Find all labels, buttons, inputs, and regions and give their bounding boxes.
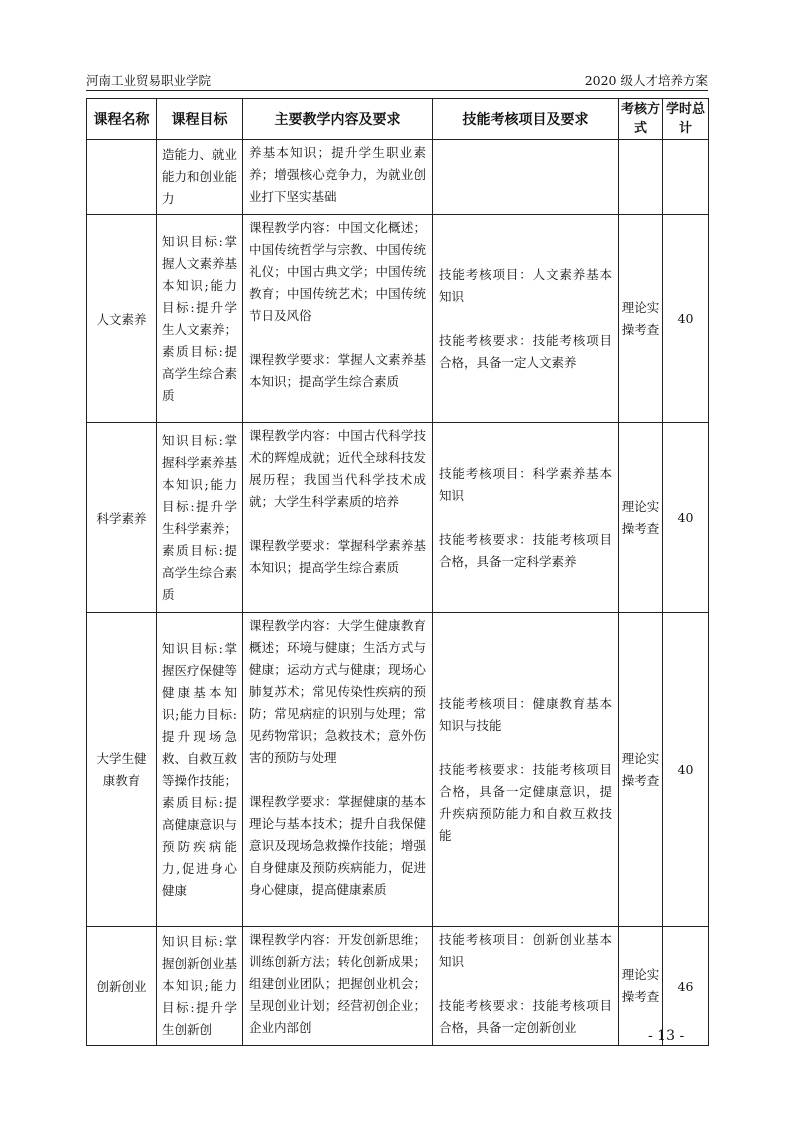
skill-item: 技能考核项目：人文素养基本知识 <box>439 266 612 304</box>
table-header-row <box>87 99 709 140</box>
course-content <box>243 423 433 613</box>
total-hours <box>663 140 709 215</box>
page-header <box>86 66 708 91</box>
skill-item: 技能考核项目：创新创业基本知识 <box>439 932 612 969</box>
skill-requirement: 技能考核要求：技能考核项目合格，具备一定人文素养 <box>439 332 612 370</box>
course-name: 人文素养 <box>87 215 157 423</box>
school-name: 河南工业贸易职业学院 <box>86 73 212 88</box>
assessment-method <box>619 140 663 215</box>
skill-requirement: 技能考核要求：技能考核项目合格，具备一定创新创业 <box>439 998 612 1035</box>
assessment-method: 理论实操考查 <box>619 215 663 423</box>
course-name: 创新创业 <box>87 927 157 1046</box>
course-content <box>243 215 433 423</box>
skill-assessment <box>433 140 619 215</box>
skill-assessment <box>433 423 619 613</box>
col-header-skill: 技能考核项目及要求 <box>433 99 619 140</box>
total-hours: 46 <box>663 927 709 1046</box>
content-main: 养基本知识；提升学生职业素养；增强核心竞争力，为就业创业打下坚实基础 <box>249 145 426 204</box>
col-header-method: 考核方式 <box>619 99 663 140</box>
page-number: - 13 - <box>648 1028 685 1044</box>
skill-assessment <box>433 613 619 927</box>
content-main: 课程教学内容：中国古代科学技术的辉煌成就；近代全球科技发展历程；我国当代科学技术成就；大学生科学素质的培养 <box>249 428 426 509</box>
col-header-content: 主要教学内容及要求 <box>243 99 433 140</box>
skill-item: 技能考核项目：健康教育基本知识与技能 <box>439 695 612 733</box>
table-row <box>87 613 709 927</box>
content-main: 课程教学内容：开发创新思维；训练创新方法；转化创新成果；组建创业团队；把握创业机会；呈现创业计划；经营初创企业；企业内部创 <box>249 932 426 1035</box>
course-content <box>243 613 433 927</box>
skill-requirement: 技能考核要求：技能考核项目合格，具备一定健康意识，提升疾病预防能力和自救互救技能 <box>439 761 612 843</box>
table-row <box>87 927 709 1046</box>
skill-assessment <box>433 927 619 1046</box>
table-row <box>87 215 709 423</box>
content-main: 课程教学内容：大学生健康教育概述；环境与健康；生活方式与健康；运动方式与健康；现场心肺复苏术；常见传染性疾病的预防；常见病症的识别与处理；常见药物常识；急救技术；意外伤害的预防与处理 <box>249 618 426 765</box>
content-requirement: 课程教学要求：掌握健康的基本理论与基本技术；提升自我保健意识及现场急救操作技能；增强自身健康及预防疾病能力，促进身心健康，提高健康素质 <box>249 794 426 897</box>
course-goal: 知识目标:掌握医疗保健等健康基本知识;能力目标:提升现场急救、自救互救等操作技能；素质目标:提高健康意识与预防疾病能力,促进身心健康 <box>157 613 243 927</box>
table-row <box>87 423 709 613</box>
total-hours: 40 <box>663 613 709 927</box>
content-requirement: 课程教学要求：掌握科学素养基本知识；提高学生综合素质 <box>249 538 426 575</box>
assessment-method: 理论实操考查 <box>619 927 663 1046</box>
col-header-hours: 学时总计 <box>663 99 709 140</box>
course-name: 大学生健康教育 <box>87 613 157 927</box>
content-requirement: 课程教学要求：掌握人文素养基本知识；提高学生综合素质 <box>249 352 426 389</box>
assessment-method: 理论实操考查 <box>619 423 663 613</box>
total-hours: 40 <box>663 423 709 613</box>
course-name: 科学素养 <box>87 423 157 613</box>
course-goal: 知识目标:掌握创新创业基本知识;能力目标:提升学生创新创 <box>157 927 243 1046</box>
table-row <box>87 140 709 215</box>
course-goal: 造能力、就业能力和创业能力 <box>157 140 243 215</box>
total-hours: 40 <box>663 215 709 423</box>
assessment-method: 理论实操考查 <box>619 613 663 927</box>
course-goal: 知识目标:掌握科学素养基本知识;能力目标:提升学生科学素养；素质目标:提高学生综合素质 <box>157 423 243 613</box>
course-goal: 知识目标:掌握人文素养基本知识;能力目标:提升学生人文素养；素质目标:提高学生综合素质 <box>157 215 243 423</box>
course-content <box>243 927 433 1046</box>
course-name <box>87 140 157 215</box>
col-header-name: 课程名称 <box>87 99 157 140</box>
skill-requirement: 技能考核要求：技能考核项目合格，具备一定科学素养 <box>439 531 612 569</box>
document-title: 2020 级人才培养方案 <box>584 73 708 88</box>
course-content <box>243 140 433 215</box>
course-table <box>86 98 709 1046</box>
content-main: 课程教学内容：中国文化概述；中国传统哲学与宗教、中国传统礼仪；中国古典文学；中国传统教育；中国传统艺术；中国传统节日及风俗 <box>249 220 426 323</box>
skill-assessment <box>433 215 619 423</box>
skill-item: 技能考核项目：科学素养基本知识 <box>439 465 612 503</box>
col-header-goal: 课程目标 <box>157 99 243 140</box>
